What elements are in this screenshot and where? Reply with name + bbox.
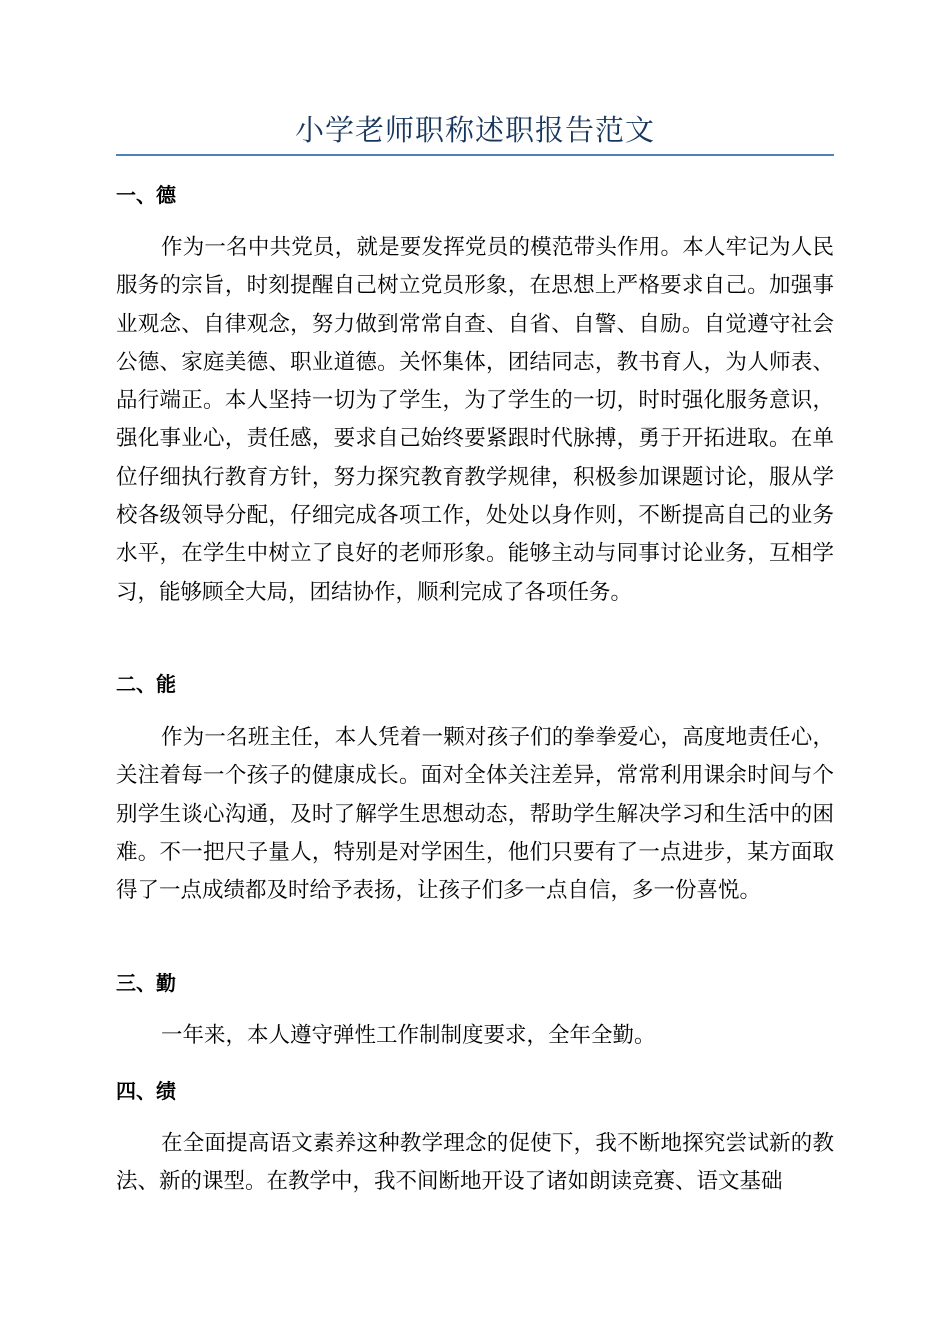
section-body-qin: 一年来，本人遵守弹性工作制制度要求，全年全勤。 — [161, 1023, 656, 1048]
section-heading-de: 一、德 — [116, 183, 176, 207]
section-body-ji: 在全面提高语文素养这种教学理念的促使下，我不断地探究尝试新的教法、新的课型。在教学中，我不间断地开设了诸如朗读竞赛、语文基础 — [116, 1131, 834, 1195]
section-heading-neng: 二、能 — [116, 672, 176, 696]
title-underline — [116, 154, 834, 156]
section-heading-qin: 三、勤 — [116, 971, 176, 995]
section-heading-ji: 四、绩 — [116, 1079, 176, 1103]
section-body-de: 作为一名中共党员，就是要发挥党员的模范带头作用。本人牢记为人民服务的宗旨，时刻提醒自己树立党员形象，在思想上严格要求自己。加强事业观念、自律观念，努力做到常常自查、自省、自警、自励。自觉遵守社会公德、家庭美德、职业道德。关怀集体，团结同志，教书育人，为人师表、品行端正。本人坚持一切为了学生，为了学生的一切，时时强化服务意识，强化事业心，责任感，要求自己始终要紧跟时代脉搏，勇于开拓进取。在单位仔细执行教育方针，努力探究教育教学规律，积极参加课题讨论，服从学校各级领导分配，仔细完成各项工作，处处以身作则，不断提高自己的业务水平，在学生中树立了良好的老师形象。能够主动与同事讨论业务，互相学习，能够顾全大局，团结协作，顺利完成了各项任务。 — [116, 235, 834, 605]
document-title: 小学老师职称述职报告范文 — [294, 113, 655, 147]
section-body-neng: 作为一名班主任，本人凭着一颗对孩子们的拳拳爱心，高度地责任心，关注着每一个孩子的健康成长。面对全体关注差异，常常利用课余时间与个别学生谈心沟通，及时了解学生思想动态，帮助学生解决学习和生活中的困难。不一把尺子量人，特别是对学困生，他们只要有了一点进步，某方面取得了一点成绩都及时给予表扬，让孩子们多一点自信，多一份喜悦。 — [116, 725, 834, 904]
